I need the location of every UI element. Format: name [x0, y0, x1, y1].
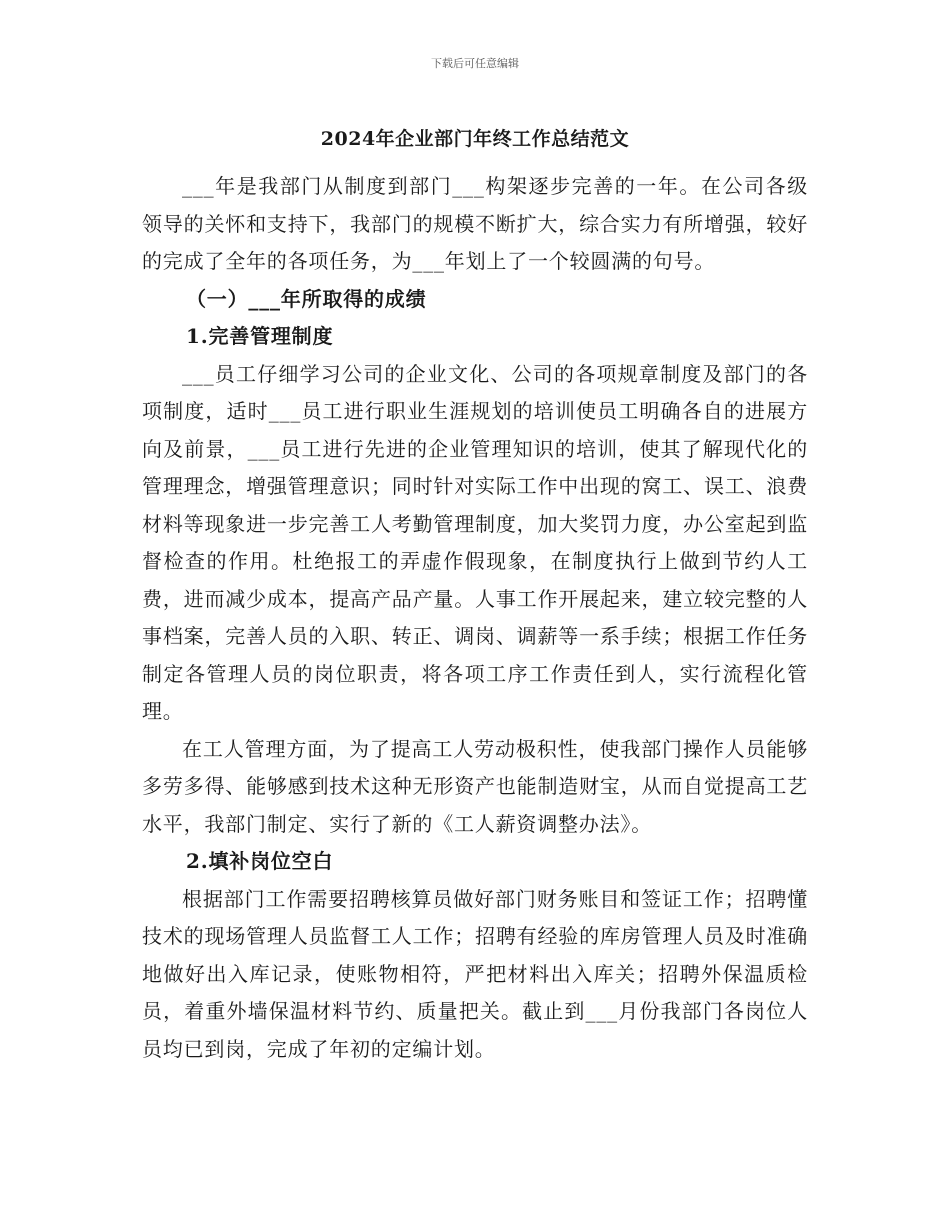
document-body [142, 168, 808, 1068]
paragraph: 在工人管理方面，为了提高工人劳动极积性，使我部门操作人员能够多劳多得、能够感到技术这种无形资产也能制造财宝，从而自觉提高工艺水平，我部门制定、实行了新的《工人薪资调整办法》。 [142, 736, 808, 836]
subsection-heading: 2.填补岗位空白 [186, 849, 334, 873]
paragraph: 根据部门工作需要招聘核算员做好部门财务账目和签证工作；招聘懂技术的现场管理人员监督工人工作；招聘有经验的库房管理人员及时准确地做好出入库记录，使账物相符，严把材料出入库关；招聘外保温质检员，着重外墙保温材料节约、质量把关。截止到___月份我部门各岗位人员均已到岗，完成了年初的定编计划。 [142, 886, 808, 1061]
section-heading: （一）___年所取得的成绩 [186, 286, 427, 311]
document-title: 2024年企业部门年终工作总结范文 [320, 128, 630, 150]
paragraph: ___员工仔细学习公司的企业文化、公司的各项规章制度及部门的各项制度，适时___员工进行职业生涯规划的培训使员工明确各自的进展方向及前景，___员工进行先进的企业管理知识的培训，使其了解现代化的管理理念，增强管理意识；同时针对实际工作中出现的窝工、误工、浪费材料等现象进一步完善工人考勤管理制度，加大奖罚力度，办公室起到监督检查的作用。杜绝报工的弄虚作假现象，在制度执行上做到节约人工费，进而减少成本，提高产品产量。人事工作开展起来，建立较完整的人事档案，完善人员的入职、转正、调岗、调薪等一系手续；根据工作任务制定各管理人员的岗位职责，将各项工序工作责任到人，实行流程化管理。 [142, 361, 808, 723]
intro-paragraph: ___年是我部门从制度到部门___构架逐步完善的一年。在公司各级领导的关怀和支持下，我部门的规模不断扩大，综合实力有所增强，较好的完成了全年的各项任务，为___年划上了一个较圆满的句号。 [142, 174, 808, 273]
page-header-note: 下载后可任意编辑 [431, 57, 519, 70]
subsection-heading: 1.完善管理制度 [186, 324, 334, 348]
